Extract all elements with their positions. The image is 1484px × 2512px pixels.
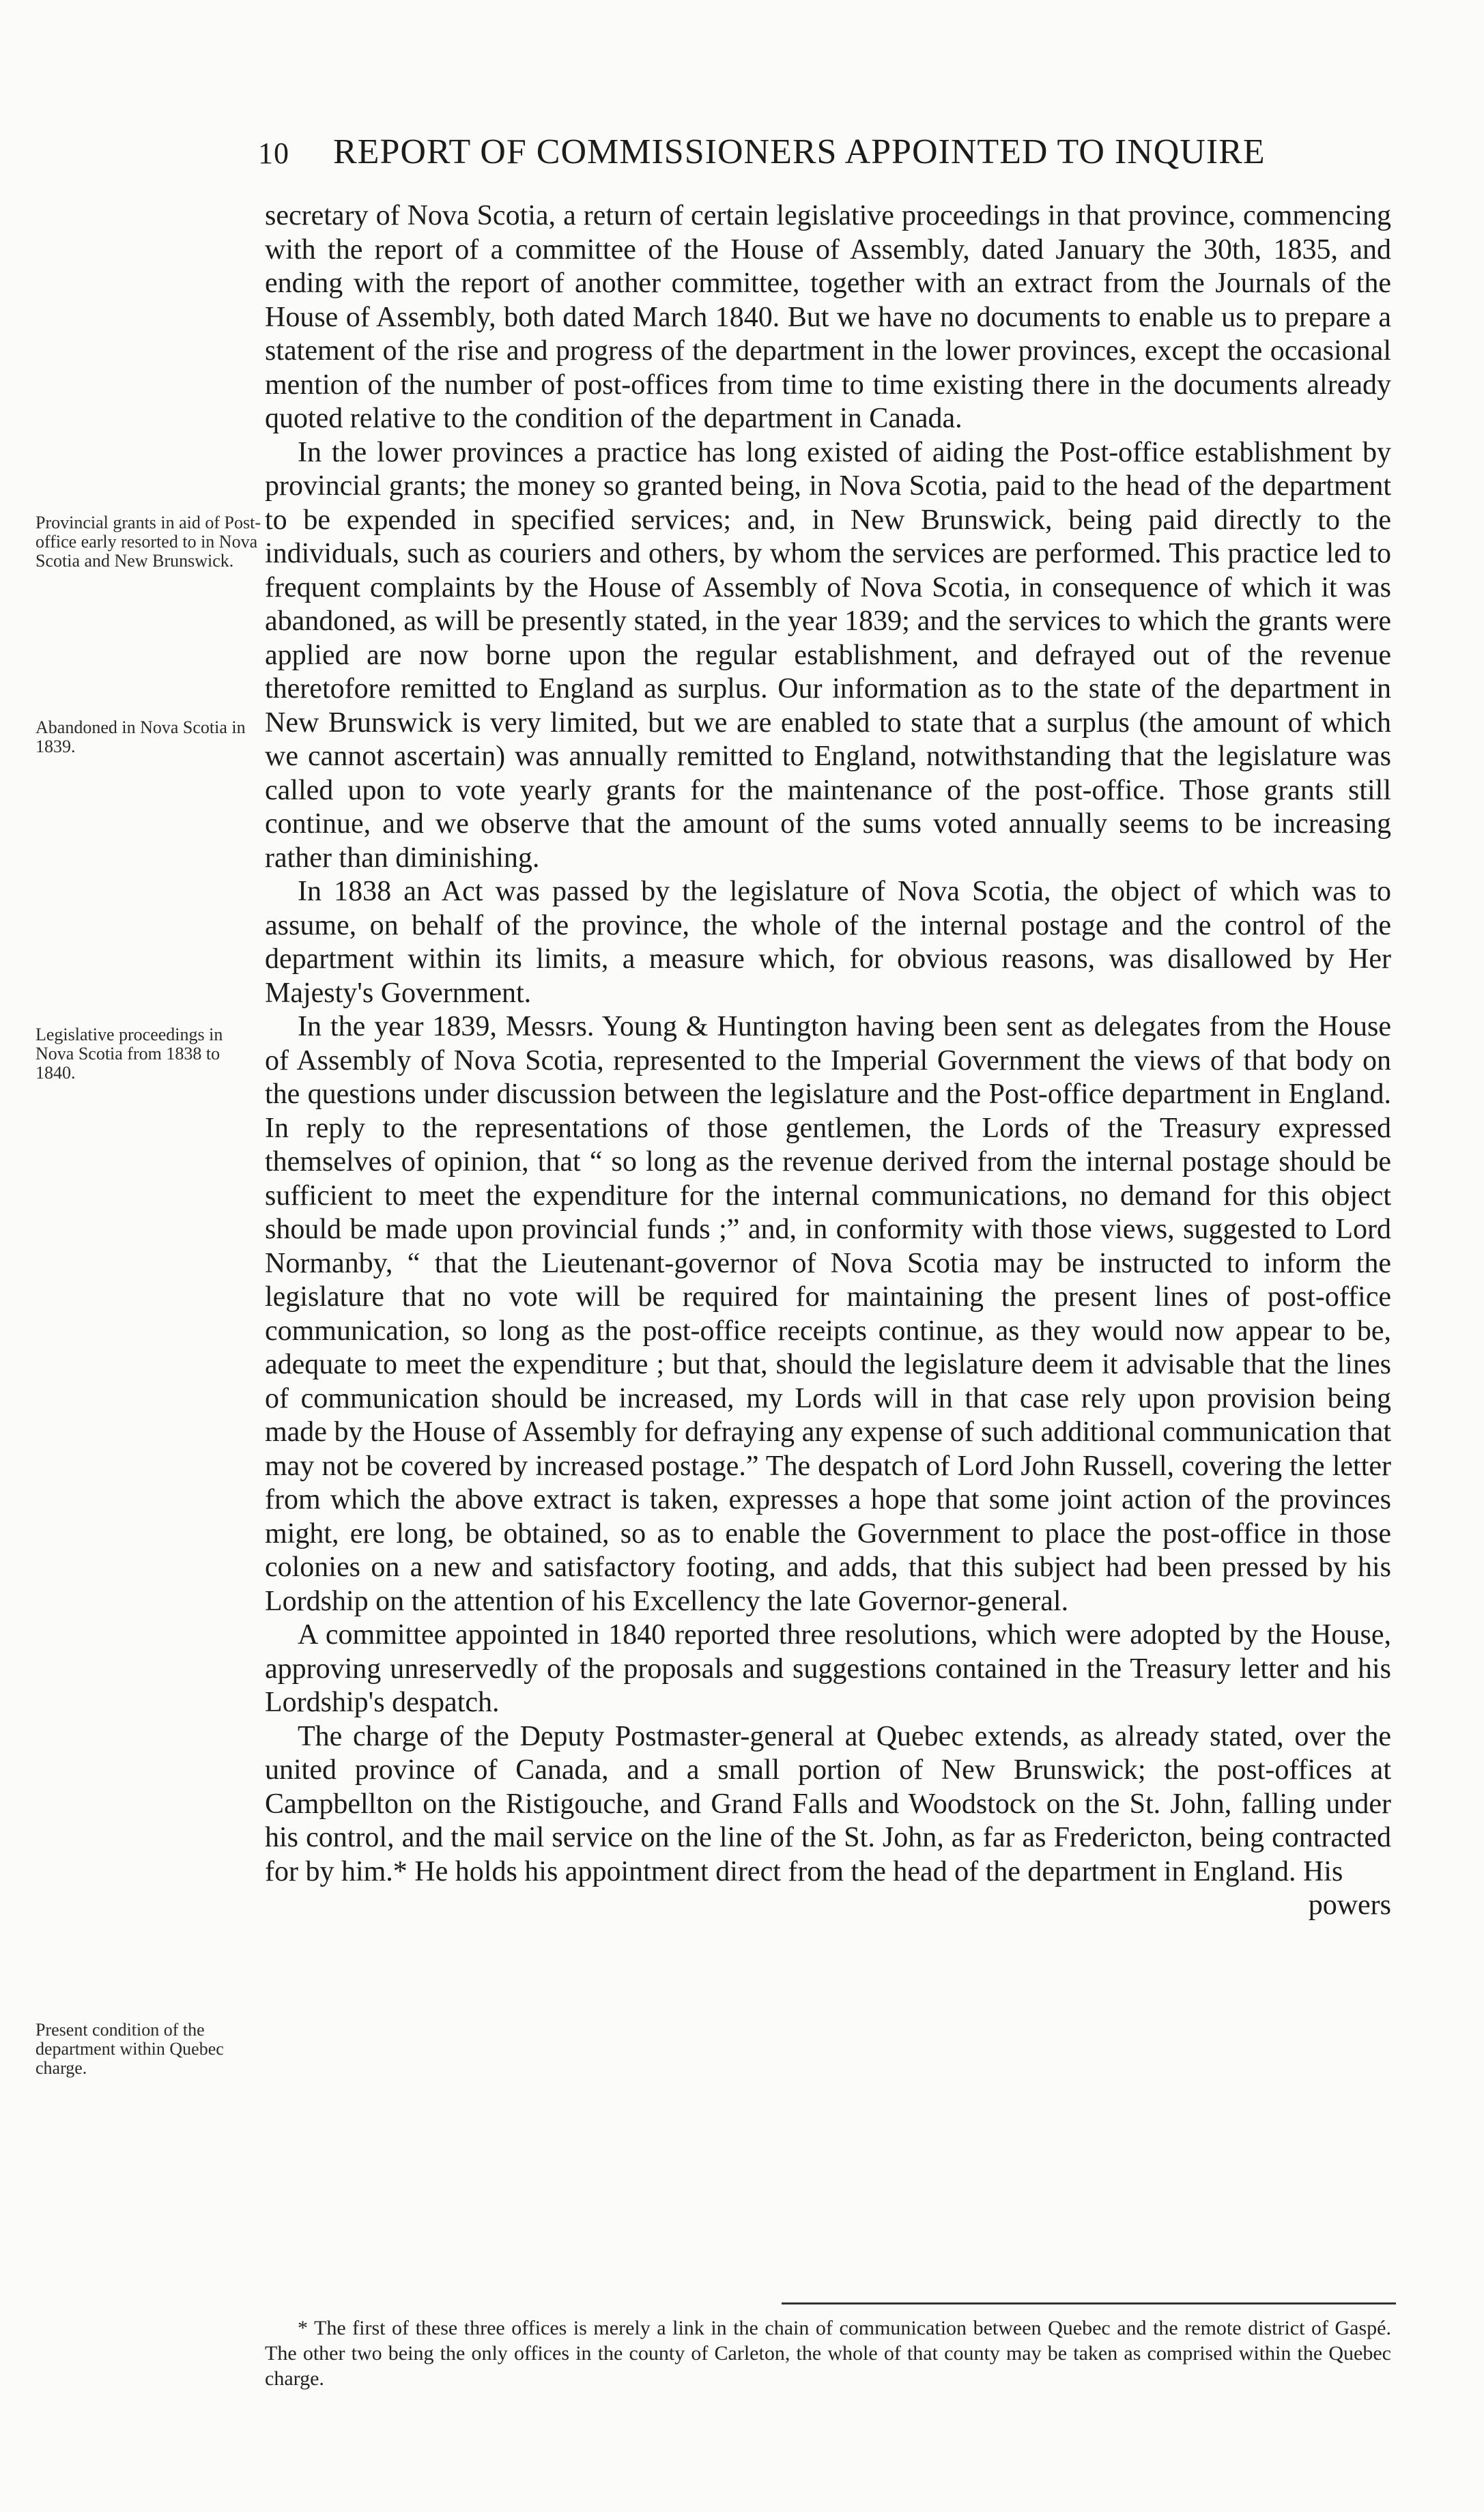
- catchword: powers: [1308, 1889, 1391, 1921]
- body-text: [265, 199, 1391, 1923]
- margin-note-legislative-proceedings: Legislative proceedings in Nova Scotia from 1838 to 1840.: [35, 1025, 223, 1083]
- margin-note-provincial-grants: Provincial grants in aid of Post-office early resorted to in Nova Scotia and New Brunswick.: [35, 513, 261, 571]
- paragraph-provincial-grants: In the lower provinces a practice has long existed of aiding the Post-office establishment by provincial grants; the money so granted being, in Nova Scotia, paid to the head of the department to be expended in specified services; and, in New Brunswick, being paid directly to the individuals, such as couriers and others, by whom the services are performed. This practice led to frequent complaints by the House of Assembly of Nova Scotia, in consequence of which it was abandoned, as will be presently stated, in the year 1839; and the services to which the grants were applied are now borne upon the regular establishment, and defrayed out of the revenue theretofore remitted to England as surplus. Our information as to the state of the department in New Brunswick is very limited, but we are enabled to state that a surplus (the amount of which we cannot ascertain) was annually remitted to England, notwithstanding that the legislature was called upon to vote yearly grants for the maintenance of the post-office. Those grants still continue, and we observe that the amount of the sums voted annually seems to be increasing rather than diminishing.: [265, 436, 1391, 874]
- paragraph-continued: secretary of Nova Scotia, a return of certain legislative proceedings in that province, commencing with the report of a committee of the House of Assembly, dated January the 30th, 1835, and ending with the report of another committee, together with an extract from the Journals of the House of Assembly, both dated March 1840. But we have no documents to enable us to prepare a statement of the rise and progress of the department in the lower provinces, except the occasional mention of the number of post-offices from time to time existing there in the documents already quoted relative to the condition of the department in Canada.: [265, 200, 1391, 434]
- running-header: [258, 125, 1391, 180]
- footnote-text: * The first of these three offices is merely a link in the chain of communication between Quebec and the remote district of Gaspé. The other two being the only offices in the county of Carleton, the whole of that county may be taken as comprised within the Quebec charge.: [265, 2317, 1391, 2390]
- margin-note-present-condition: Present condition of the department within Quebec charge.: [35, 2020, 224, 2078]
- margin-note-abandoned: Abandoned in Nova Scotia in 1839.: [35, 717, 246, 756]
- running-head-title: REPORT OF COMMISSIONERS APPOINTED TO INQUIRE: [333, 132, 1266, 171]
- paragraph-delegates-1839: In the year 1839, Messrs. Young & Huntington having been sent as delegates from the House of Assembly of Nova Scotia, represented to the Imperial Government the views of that body on the questions under discussion between the legislature and the Post-office department in England. In reply to the representations of those gentlemen, the Lords of the Treasury expressed themselves of opinion, that “ so long as the revenue derived from the internal postage should be sufficient to meet the expenditure for the internal communications, no demand for this object should be made upon provincial funds ;” and, in conformity with those views, suggested to Lord Normanby, “ that the Lieutenant-governor of Nova Scotia may be instructed to inform the legislature that no vote will be required for maintaining the present lines of post-office communication, so long as the post-office receipts continue, as they would now appear to be, adequate to meet the expenditure ; but that, should the legislature deem it advisable that the lines of communication should be increased, my Lords will in that case rely upon provision being made by the House of Assembly for defraying any expense of such additional communication that may not be covered by increased postage.” The despatch of Lord John Russell, covering the letter from which the above extract is taken, expresses a hope that some joint action of the provinces might, ere long, be obtained, so as to enable the Government to place the post-office in those colonies on a new and satisfactory footing, and adds, that this subject had been pressed by his Lordship on the attention of his Excellency the late Governor-general.: [265, 1011, 1391, 1617]
- footnote: [265, 2315, 1391, 2391]
- paragraph-quebec-charge: The charge of the Deputy Postmaster-general at Quebec extends, as already stated, over the united province of Canada, and a small portion of New Brunswick; the post-offices at Campbellton on the Ristigouche, and Grand Falls and Woodstock on the St. John, falling under his control, and the mail service on the line of the St. John, as far as Fredericton, being contracted for by him.* He holds his appointment direct from the head of the department in England. His: [265, 1720, 1391, 1887]
- paragraph-act-1838: In 1838 an Act was passed by the legislature of Nova Scotia, the object of which was to assume, on behalf of the province, the whole of the internal postage and the control of the department within its limits, a measure which, for obvious reasons, was disallowed by Her Majesty's Government.: [265, 876, 1391, 1009]
- page-number: 10: [258, 137, 289, 170]
- footnote-rule: [782, 2302, 1396, 2304]
- paragraph-committee-1840: A committee appointed in 1840 reported three resolutions, which were adopted by the House, approving unreservedly of the proposals and suggestions contained in the Treasury letter and his Lordship's despatch.: [265, 1619, 1391, 1718]
